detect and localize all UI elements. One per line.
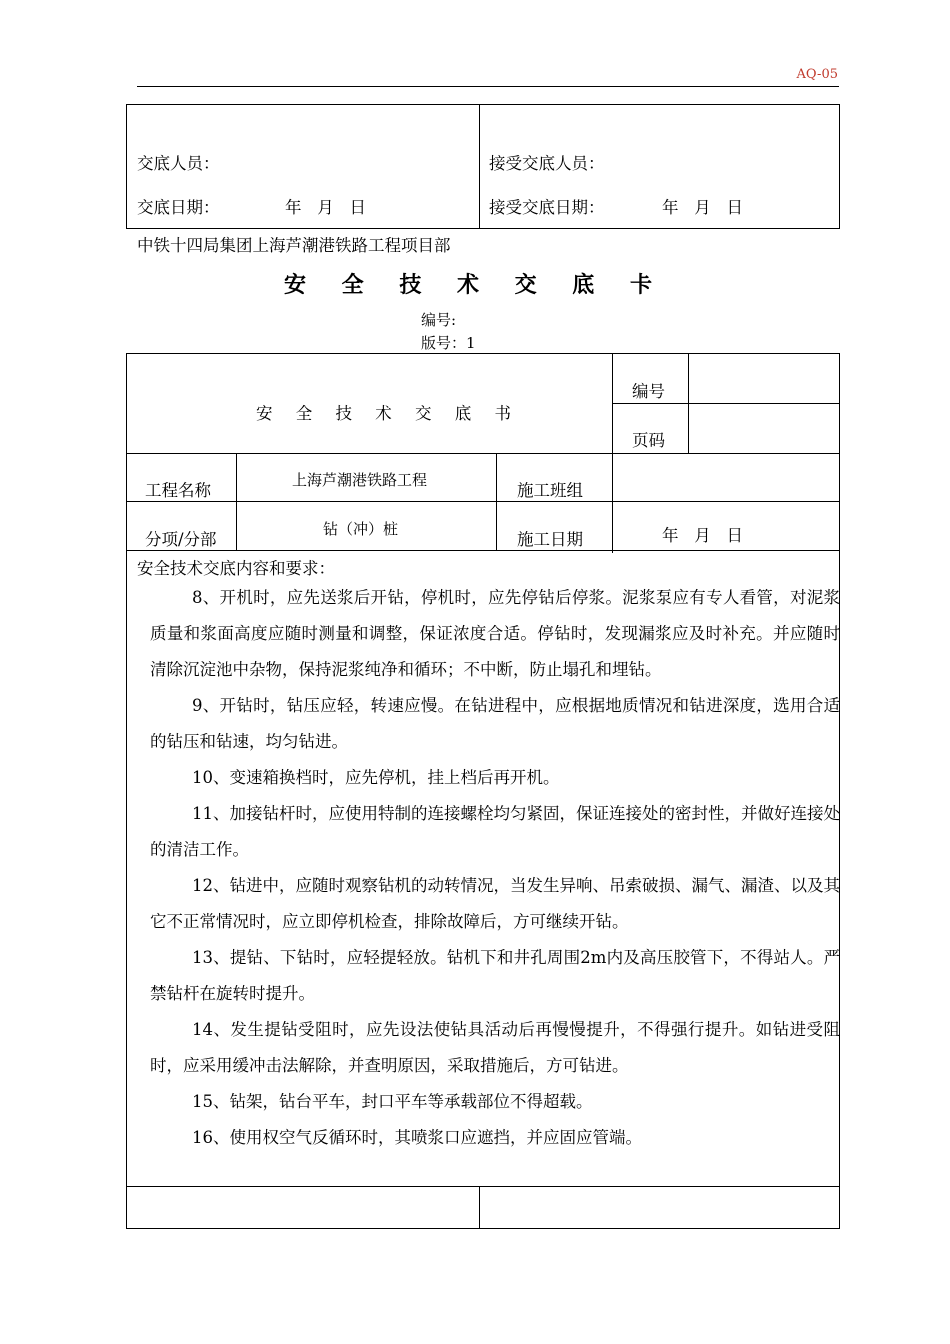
version-label: 版号：1 [421, 334, 476, 352]
number-label: 编号: [421, 311, 457, 329]
form-divider [612, 403, 840, 404]
list-item: 10、变速箱换档时，应先停机，挂上档后再开机。 [192, 768, 560, 787]
team-label: 施工班组 [517, 481, 583, 500]
form-number-label: 编号 [632, 382, 665, 401]
document-code: AQ-05 [796, 67, 838, 82]
project-name-value: 上海芦潮港铁路工程 [292, 471, 428, 489]
form-divider [479, 1186, 480, 1229]
list-item: 13、提钻、下钻时，应轻提轻放。钻机下和井孔周围2m内及高压胶管下，不得站人。严禁钻杆在旋转时提升。 [150, 948, 840, 1003]
content-body [150, 580, 840, 1156]
list-item: 16、使用权空气反循环时，其喷浆口应遮挡，并应固应管端。 [192, 1128, 642, 1147]
project-name-label: 工程名称 [145, 481, 211, 500]
list-item: 15、钻架，钻台平车，封口平车等承载部位不得超载。 [192, 1092, 593, 1111]
form-divider [126, 1186, 840, 1187]
construction-date-label: 施工日期 [517, 530, 583, 549]
receiver-date-label: 接受交底日期： [489, 198, 605, 217]
item-value: 钻（冲）桩 [323, 520, 399, 538]
receiver-label: 接受交底人员： [489, 154, 605, 173]
header-rule [137, 86, 839, 87]
card-title: 安 全 技 术 交 底 卡 [284, 272, 666, 298]
form-page-label: 页码 [632, 431, 665, 450]
item-label: 分项/分部 [145, 530, 217, 549]
list-item: 14、发生提钻受阻时，应先设法使钻具活动后再慢慢提升，不得强行提升。如钻进受阻时，应采用缓冲击法解除，并查明原因，采取措施后，方可钻进。 [150, 1020, 840, 1075]
list-item: 9、开钻时，钻压应轻，转速应慢。在钻进程中，应根据地质情况和钻进深度，选用合适的钻压和钻速，均匀钻进。 [150, 696, 840, 751]
organization-name: 中铁十四局集团上海芦潮港铁路工程项目部 [137, 236, 451, 255]
presenter-date-label: 交底日期： [137, 198, 220, 217]
list-item: 11、加接钻杆时，应使用特制的连接螺栓均匀紧固，保证连接处的密封性，并做好连接处的清洁工作。 [150, 804, 840, 859]
form-divider [126, 501, 840, 502]
form-divider [126, 453, 840, 454]
presenter-label: 交底人员： [137, 154, 220, 173]
presenter-date-value: 年 月 日 [285, 198, 366, 217]
list-item: 8、开机时，应先送浆后开钻，停机时，应先停钻后停浆。泥浆泵应有专人看管，对泥浆质量和浆面高度应随时测量和调整，保证浓度合适。停钻时，发现漏浆应及时补充。并应随时清除沉淀池中杂物，保持泥浆纯净和循环；不中断，防止塌孔和埋钻。 [150, 588, 840, 679]
book-title: 安 全 技 术 交 底 书 [256, 404, 520, 423]
construction-date-value: 年 月 日 [662, 526, 743, 545]
receiver-date-value: 年 月 日 [662, 198, 743, 217]
content-label: 安全技术交底内容和要求： [137, 559, 335, 578]
list-item: 12、钻进中，应随时观察钻机的动转情况，当发生异响、吊索破损、漏气、漏渣、以及其它不正常情况时，应立即停机检查，排除故障后，方可继续开钻。 [150, 876, 840, 931]
signature-divider [479, 104, 480, 229]
form-divider [126, 550, 840, 551]
